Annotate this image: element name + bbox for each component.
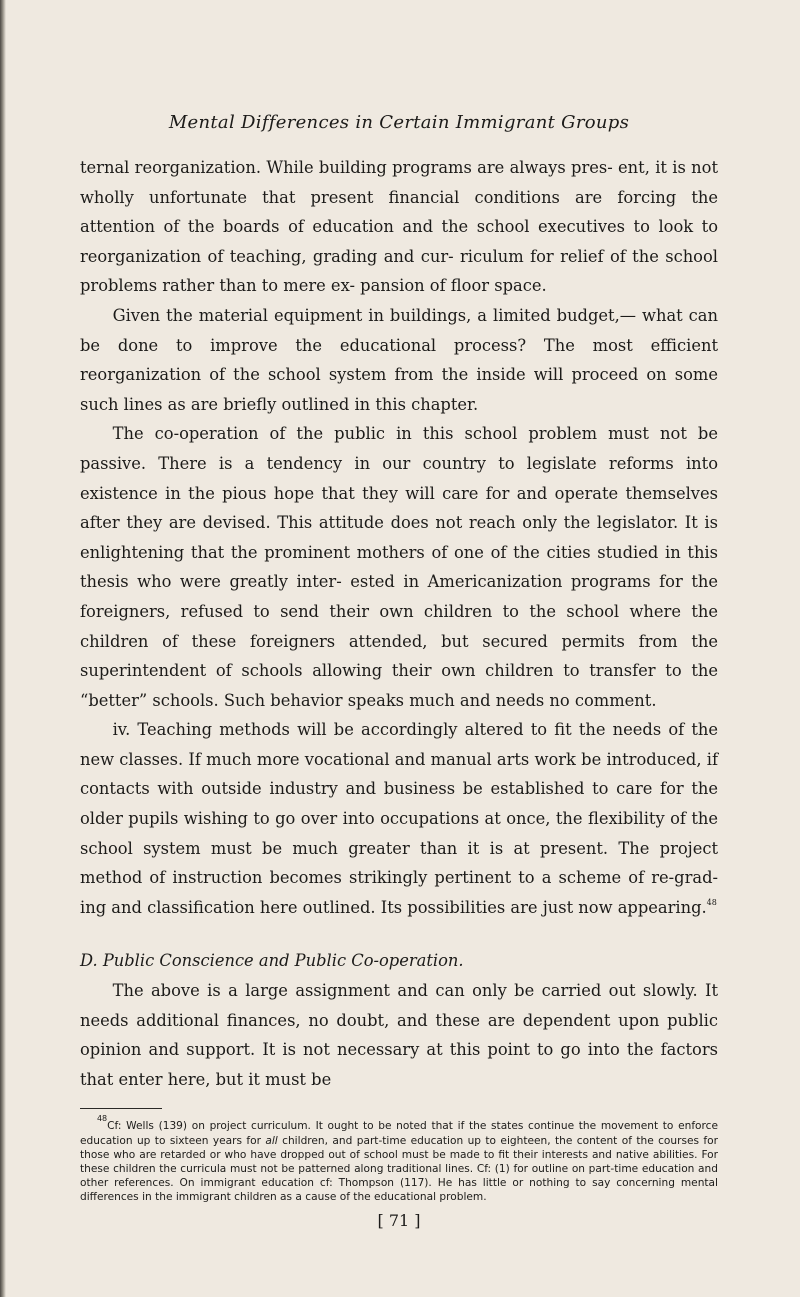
footnote-number: 48 xyxy=(96,1114,108,1124)
body-text xyxy=(80,153,718,1094)
paragraph-5: The above is a large assignment and can only be carried out slowly. It needs additional finances, no doubt, and these are dependent upon public opinion and support. It is not necessary at this point to go into the factors that enter here, but it must be xyxy=(80,981,718,1089)
paragraph-3: The co-operation of the public in this school problem must not be passive. There is a tendency in our country to legislate reforms into existence in the pious hope that they will care for and operate themselves after they are devised. This attitude does not reach only the legislator. It is enlightening that the prominent mothers of one of the cities studied in this thesis who were greatly inter- ested in Americanization programs for the foreigners, refused to send their own children to the school where the children of these foreigners attended, but secured permits from the superintendent of schools allowing their own children to transfer to the “better” schools. Such behavior speaks much and needs no comment. xyxy=(80,424,718,710)
running-head: Mental Differences in Certain Immigrant Groups xyxy=(168,112,630,133)
footnote-48 xyxy=(80,1114,718,1204)
section-heading: D. Public Conscience and Public Co-operation. xyxy=(80,951,464,971)
footnotes xyxy=(80,1114,718,1204)
paragraph-4 xyxy=(80,715,718,922)
book-page xyxy=(80,112,718,1230)
footnote-rule xyxy=(80,1108,162,1109)
paragraph-2: Given the material equipment in buildings, a limited budget,— what can be done to improve the educational process? The most efficient reorganization of the school system from the inside will proceed on some such lines as are briefly outlined in this chapter. xyxy=(80,305,718,414)
binding-edge xyxy=(0,0,6,1297)
footnote-reference: 48 xyxy=(706,897,717,907)
footnote-emphasis: all xyxy=(265,1134,278,1147)
footnote-text-part-2: children, and part-time education up to eighteen, the content of the courses for those who are retarded or who have dropped out of school must be made to fit their interests and native abilities. For these children the curricula must not be patterned along traditional lines. Cf: (1) for outline on part-time education and other references. On immigrant education cf: Thompson (117). He has little or nothing to say concerning mental differences in the immigrant children as a cause of the educational problem. xyxy=(80,1134,718,1204)
paragraph-4-text: iv. Teaching methods will be accordingly altered to fit the needs of the new classes. If much more vocational and manual arts work be introduced, if contacts with outside industry and business be established to care for the older pupils wishing to go over into occupations at once, the flexibility of the school system must be much greater than it is at present. The project method of instruction becomes strikingly pertinent to a scheme of re-grad- ing and classification here outlined. Its possibilities are just now appearing. xyxy=(80,720,718,917)
footnote-text-part-1: Cf: Wells (139) on project curriculum. It ought to be noted that if the states continue the movement to enforce education up to sixteen years for xyxy=(80,1120,718,1147)
paragraph-1: ternal reorganization. While building programs are always pres- ent, it is not wholly unfortunate that present financial conditions are forcing the attention of the boards of education and the school executives to look to reorganization of teaching, grading and cur- riculum for relief of the school problems rather than to mere ex- pansion of floor space. xyxy=(80,158,718,296)
page-number: [ 71 ] xyxy=(377,1210,421,1230)
